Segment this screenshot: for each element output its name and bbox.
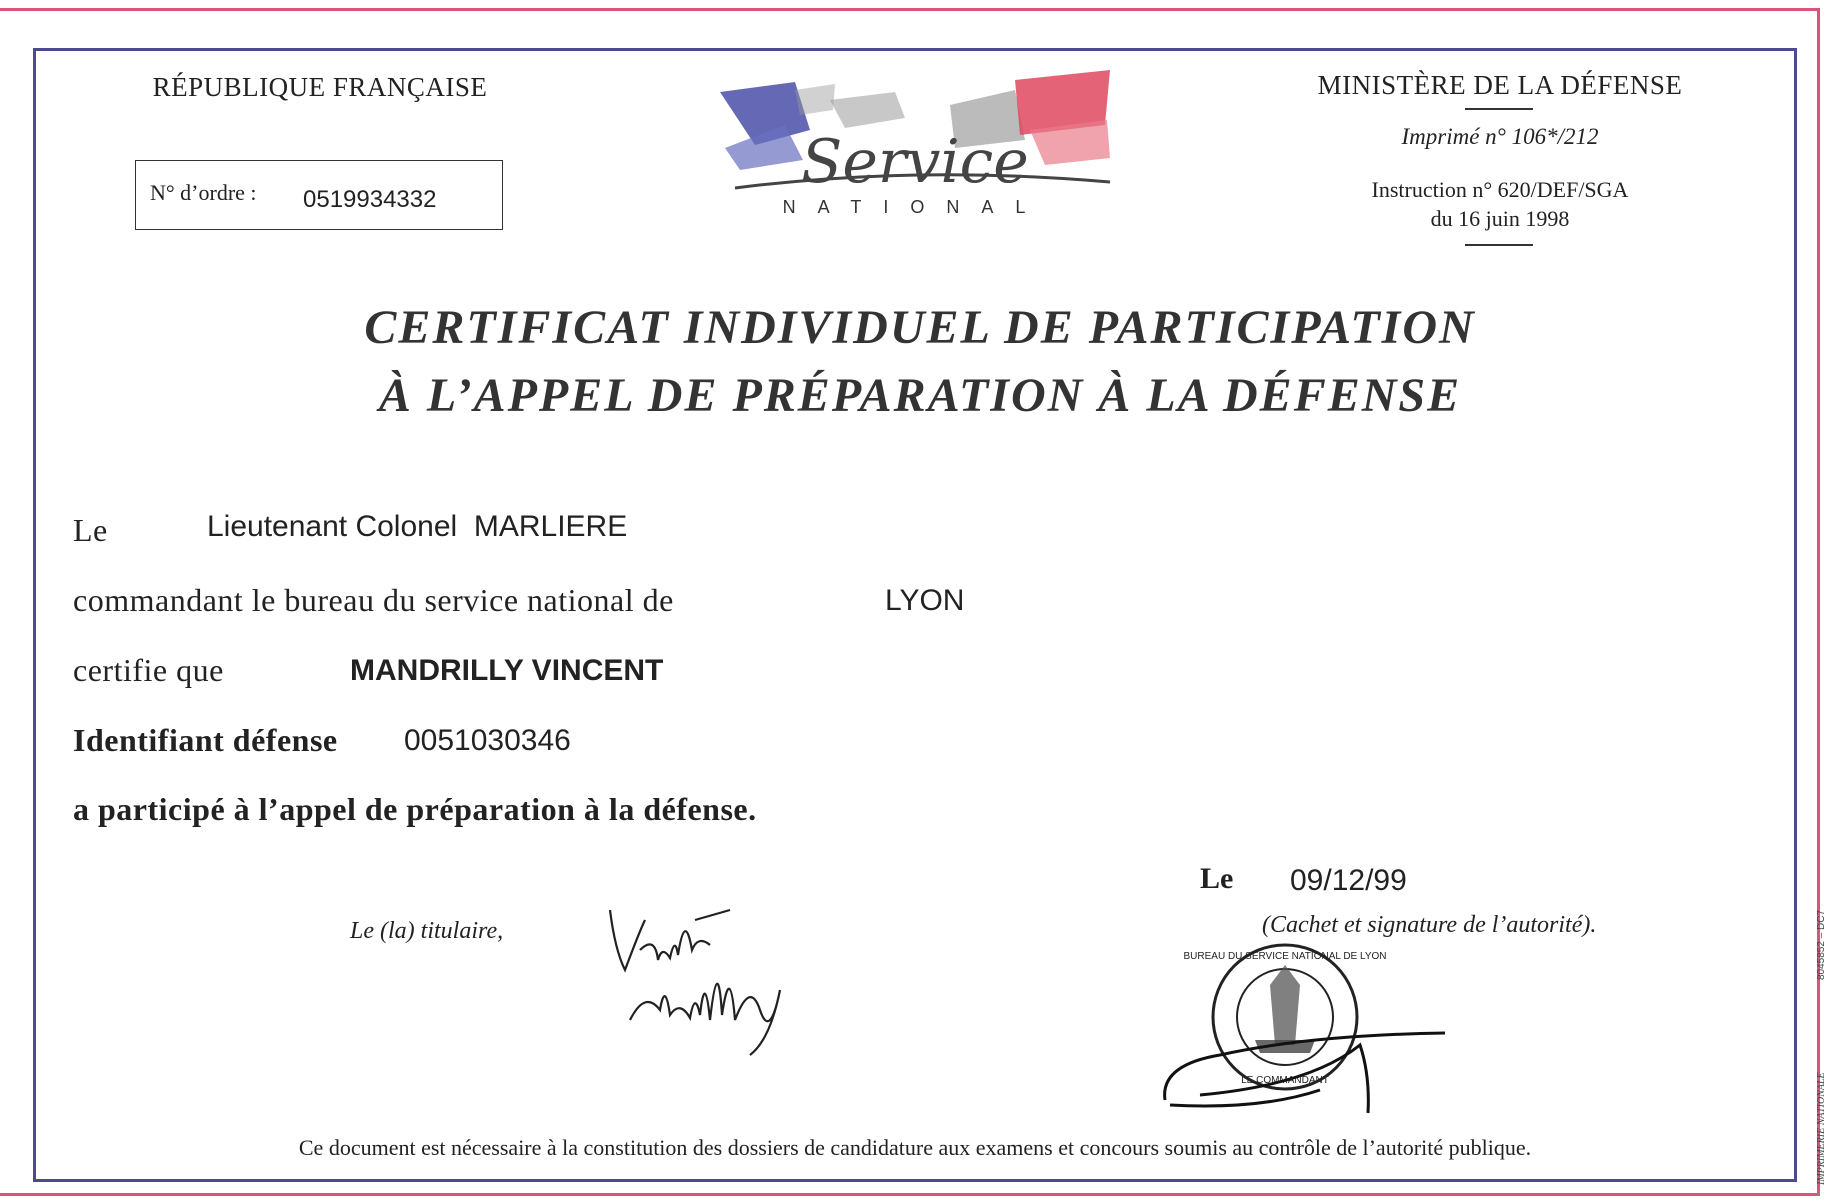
service-national-logo <box>715 70 1115 220</box>
city-value: LYON <box>885 584 965 617</box>
bureau-label: commandant le bureau du service national de <box>73 582 674 618</box>
logo-service-word: Service <box>801 127 1029 197</box>
header-rule-bottom <box>1465 244 1533 246</box>
ministere-heading: MINISTÈRE DE LA DÉFENSE <box>1317 70 1683 100</box>
certificate-title-line-2: À L’APPEL DE PRÉPARATION À LA DÉFENSE <box>378 369 1462 422</box>
official-stamp <box>1160 935 1460 1115</box>
margin-printer: IMPRIMERIE NATIONALE <box>1816 1072 1827 1185</box>
margin-printer-text <box>1810 860 1840 1190</box>
seal-text-top: BUREAU DU SERVICE NATIONAL DE LYON <box>1183 951 1387 962</box>
officer-name: Lieutenant Colonel MARLIERE <box>207 510 628 543</box>
le-label: Le <box>73 512 108 548</box>
cachet-caption: (Cachet et signature de l’autorité). <box>1262 912 1597 938</box>
margin-code: 8045852 – DC7 <box>1816 909 1827 980</box>
certifie-label: certifie que <box>73 652 224 688</box>
date-label: Le <box>1200 862 1234 895</box>
ordre-label: N° d’ordre : <box>150 180 257 205</box>
imprime-reference: Imprimé n° 106*/212 <box>1401 124 1599 149</box>
seal-text-bottom: LE COMMANDANT <box>1241 1075 1329 1086</box>
instruction-reference: Instruction n° 620/DEF/SGA <box>1371 177 1629 202</box>
footer-notice: Ce document est nécessaire à la constitution des dossiers de candidature aux examens et concours soumis au contrôle de l’autorité publique. <box>298 1135 1532 1160</box>
logo-national-word: NATIONAL <box>782 197 1048 217</box>
identifiant-label: Identifiant défense <box>73 722 338 758</box>
identifiant-value: 0051030346 <box>404 724 571 757</box>
header-rule-top <box>1465 108 1533 110</box>
date-value: 09/12/99 <box>1290 864 1407 897</box>
titulaire-caption: Le (la) titulaire, <box>350 918 504 944</box>
certificate-title-line-1: CERTIFICAT INDIVIDUEL DE PARTICIPATION <box>364 301 1476 354</box>
logo-red-strokes <box>1015 70 1110 165</box>
holder-signature <box>600 890 810 1060</box>
instruction-date: du 16 juin 1998 <box>1430 206 1570 231</box>
ordre-value: 0519934332 <box>303 186 437 213</box>
republique-heading: RÉPUBLIQUE FRANÇAISE <box>152 72 488 102</box>
holder-name: MANDRILLY VINCENT <box>350 654 664 687</box>
participation-statement: a participé à l’appel de préparation à la défense. <box>73 791 757 827</box>
